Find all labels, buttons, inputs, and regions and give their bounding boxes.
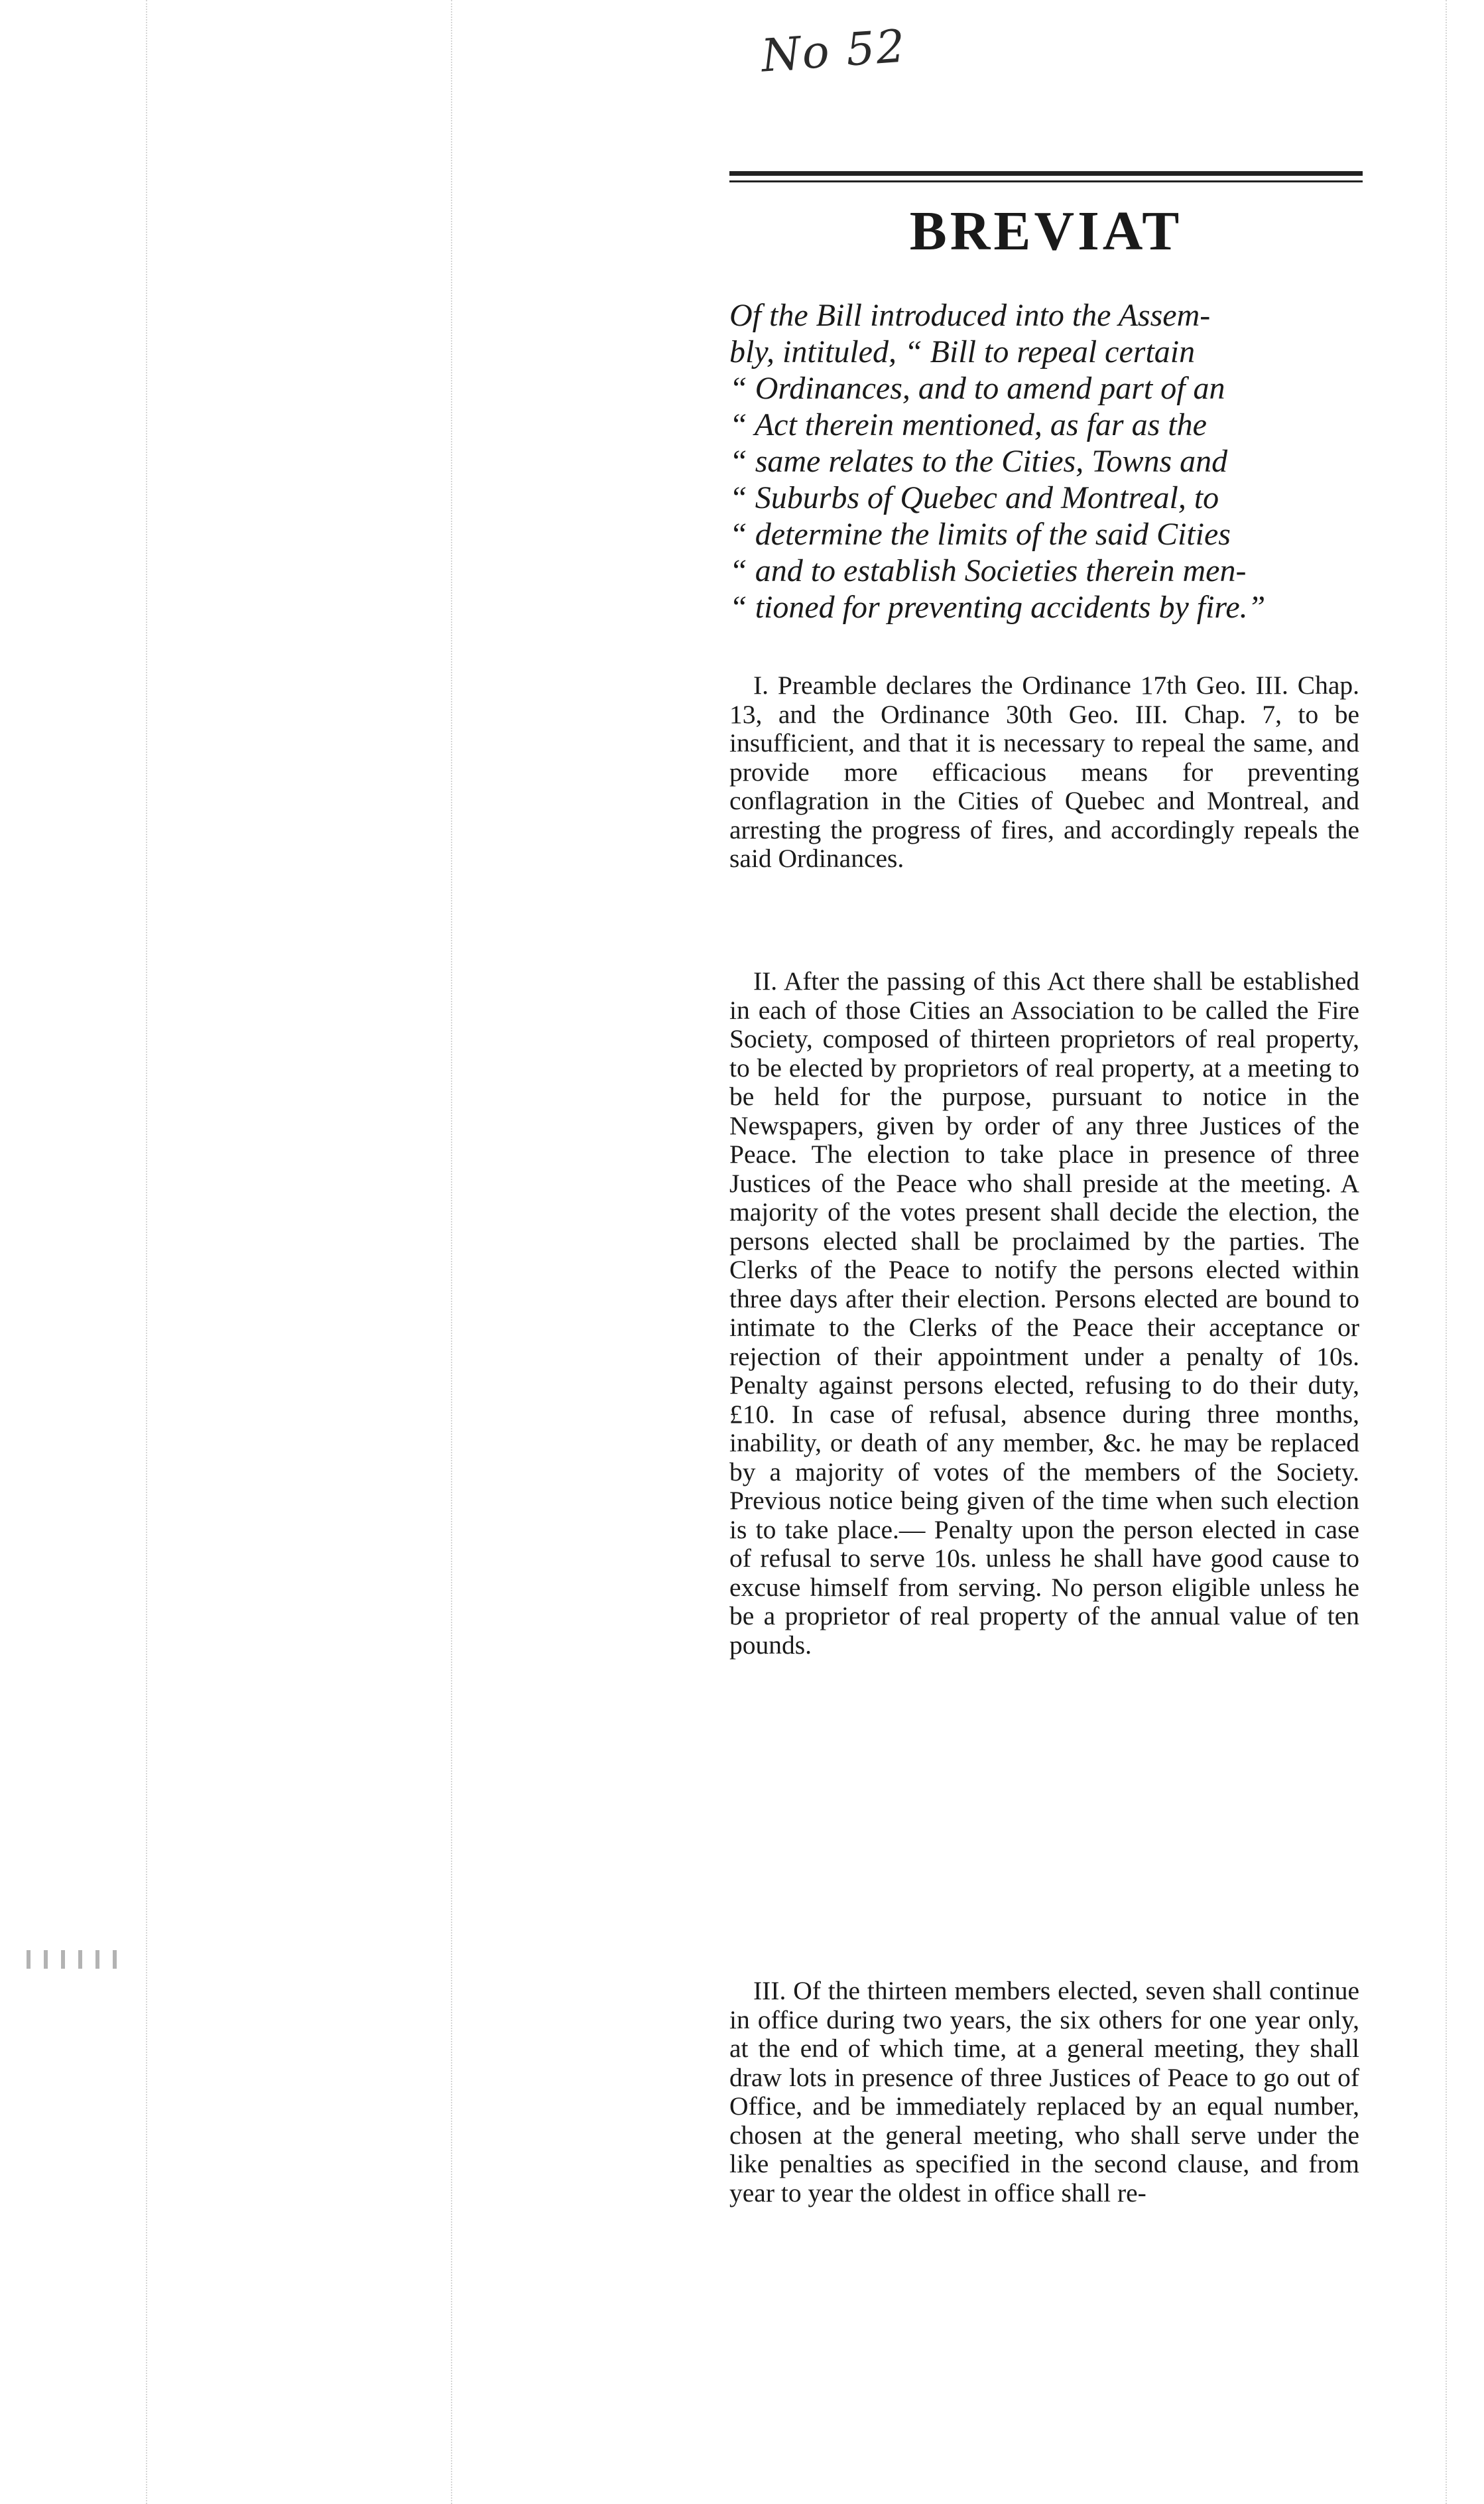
ink-smudge bbox=[27, 1950, 126, 1969]
clause-2 bbox=[729, 967, 1359, 1660]
subtitle-line: “ tioned for preventing accidents by fire.” bbox=[729, 590, 1266, 625]
header-rule-thin bbox=[729, 180, 1363, 182]
scan-noise bbox=[146, 0, 147, 2504]
subtitle-line: “ same relates to the Cities, Towns and bbox=[729, 444, 1228, 479]
document-title: BREVIAT bbox=[909, 200, 1183, 262]
clause-text: I. Preamble declares the Ordinance 17th Geo. III. Chap. 13, and the Ordinance 30th Geo. III. Chap. 7, to be insufficient, and that it is necessary to repeal the same, and provide more efficacious means for preventing conflagration in the Cities of Quebec and Montreal, and arresting the progress of fires, and accordingly repeals the said Ordinances. bbox=[729, 671, 1359, 873]
document-subtitle bbox=[729, 297, 1359, 626]
subtitle-line: “ Ordinances, and to amend part of an bbox=[729, 371, 1225, 406]
subtitle-line: “ and to establish Societies therein men- bbox=[729, 553, 1247, 588]
scan-noise bbox=[1446, 0, 1447, 2504]
header-rule-thick bbox=[729, 171, 1363, 176]
subtitle-line: “ Act therein mentioned, as far as the bbox=[729, 407, 1207, 442]
subtitle-line: “ Suburbs of Quebec and Montreal, to bbox=[729, 480, 1219, 515]
subtitle-line: bly, intituled, “ Bill to repeal certain bbox=[729, 334, 1196, 369]
clause-3 bbox=[729, 1977, 1359, 2207]
clause-text: III. Of the thirteen members elected, seven shall continue in office during two years, the six others for one year only, at the end of which time, at a general meeting, they shall draw lots in presence of three Justices of Peace to go out of Office, and be immediately replaced by an equal number, chosen at the general meeting, who shall serve under the like penalties as specified in the second clause, and from year to year the oldest in office shall re- bbox=[729, 1976, 1359, 2207]
subtitle-line: “ determine the limits of the said Cities bbox=[729, 517, 1231, 552]
handwritten-number: No 52 bbox=[759, 20, 908, 83]
subtitle-line: Of the Bill introduced into the Assem- bbox=[729, 298, 1211, 333]
clause-text: II. After the passing of this Act there shall be established in each of those Cities an Association to be called the Fire Society, composed of thirteen proprietors of real property, to be elected by proprietors of real property, at a meeting to be held for the purpose, pursuant to notice in the Newspapers, given by order of any three Justices of the Peace. The election to take place in presence of three Justices of the Peace who shall preside at the meeting. A majority of the votes present shall decide the election, the persons elected shall be proclaimed by the parties. The Clerks of the Peace to notify the persons elected within three days after their election. Persons elected are bound to intimate to the Clerks of the Peace their acceptance or rejection of their appointment under a penalty of 10s. Penalty against persons elected, refusing to do their duty, £10. In case of refusal, absence during three months, inability, or death of any member, &c. he may be replaced by a majority of votes of the members of the Society. Previous notice being given of the time when such election is to take place.— Penalty upon the person elected in case of refusal to serve 10s. unless he shall have good cause to excuse himself from serving. No person eligible unless he be a proprietor of real property of the annual value of ten pounds. bbox=[729, 966, 1359, 1660]
clause-1 bbox=[729, 671, 1359, 874]
scan-noise bbox=[451, 0, 452, 2504]
